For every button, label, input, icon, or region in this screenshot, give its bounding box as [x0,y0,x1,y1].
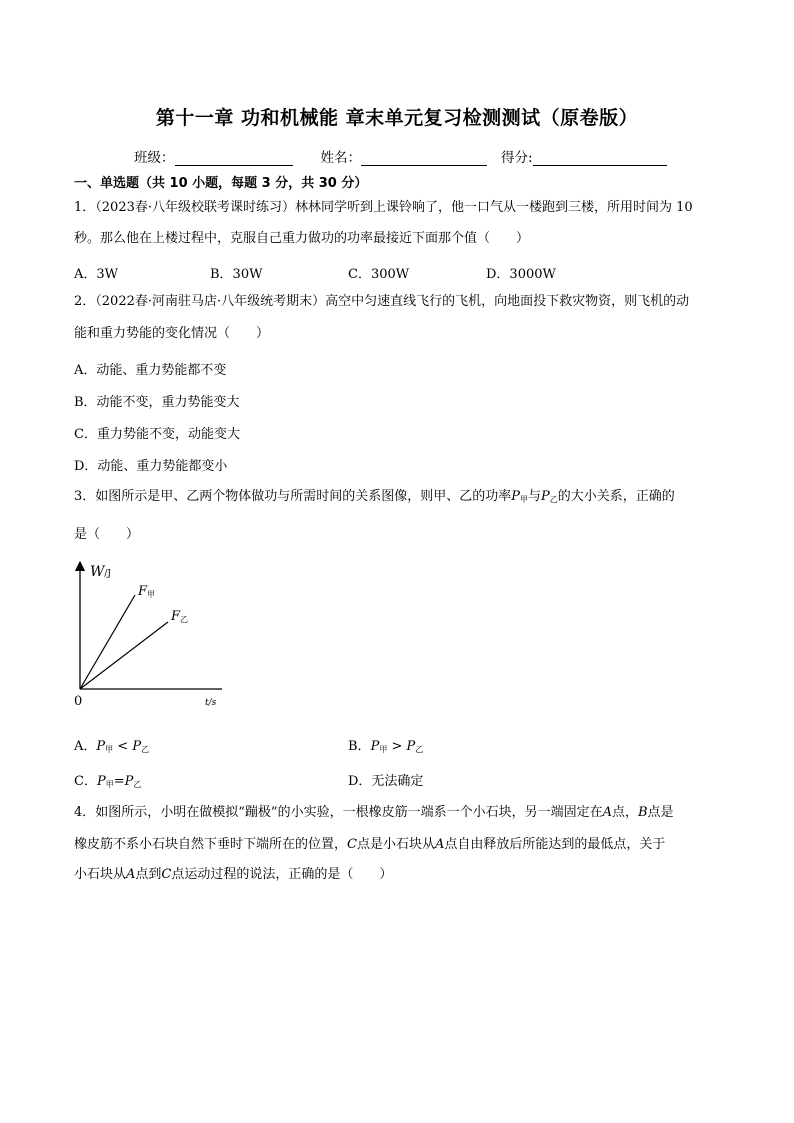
section-heading: 一、单选题（共 10 小题，每题 3 分，共 30 分） [74,176,368,191]
power-symbol: P [541,489,550,504]
q4-line3 [74,868,724,881]
power-sub-jia: 甲 [379,745,388,754]
q3-option-a-prefix: A． [74,739,97,754]
x-axis-label: t/s [205,698,217,708]
q3-line1-text-a: 3．如图所示是甲、乙两个物体做功与所需时间的关系图像，则甲、乙的功率 [74,489,512,504]
name-field[interactable] [361,151,487,166]
q1-line1: 1．（2023春·八年级校联考课时练习）林林同学听到上课铃响了，他一口气从一楼跑到三楼，所用时间为 10 [74,200,693,215]
power-symbol: P [370,739,380,754]
q4-text: 小石块从 [74,867,127,882]
line-yi-label: F乙 [171,609,189,624]
greater-than-sign: > [387,739,407,754]
q4-text: 点， [611,805,638,820]
power-symbol: P [511,489,521,504]
power-symbol: P [132,739,142,754]
power-symbol: P [96,739,106,754]
q4-text: 点到 [135,867,162,882]
class-field[interactable] [175,151,293,166]
power-sub-jia: 甲 [105,745,114,754]
power-symbol: P [406,739,416,754]
name-label: 姓名： [320,150,361,166]
point-c: C [347,837,357,852]
q3-and: 与 [528,489,542,504]
q2-option-b[interactable]: B．动能不变，重力势能变大 [74,395,240,410]
point-a: A [126,867,136,882]
power-sub-yi: 乙 [133,780,142,789]
q3-option-d[interactable]: D．无法确定 [348,774,424,789]
less-than-sign: < [113,739,133,754]
q4-text: 点运动过程的说法，正确的是（ ） [171,867,393,882]
q1-line2: 秒。那么他在上楼过程中，克服自己重力做功的功率最接近下面那个值（ ） [74,231,530,246]
point-c: C [161,867,172,882]
power-sub-jia: 甲 [105,780,114,789]
equals-sign: = [113,774,125,789]
power-symbol: P [96,774,106,789]
q2-option-a[interactable]: A．动能、重力势能都不变 [74,363,227,378]
y-axis-label: W/J [90,564,112,580]
point-a: A [434,837,445,852]
power-sub-yi: 乙 [141,745,150,754]
q4-text: 点自由释放后所能达到的最低点，关于 [444,837,666,852]
q1-option-b[interactable]: B．30W [210,267,263,282]
q1-option-d[interactable]: D．3000W [486,267,556,282]
q4-text: 点是 [647,805,674,820]
q4-line2 [74,838,724,851]
power-symbol: P [124,774,134,789]
q3-line1-text-b: 的大小关系，正确的 [557,489,675,504]
q4-text: 橡皮筋不系小石块自然下垂时下端所在的位置， [74,837,348,852]
q3-line2: 是（ ） [74,527,140,542]
power-sub-jia: 甲 [520,495,529,504]
q2-option-d[interactable]: D．动能、重力势能都变小 [74,459,228,474]
point-b: B [637,805,648,820]
power-sub-yi: 乙 [549,495,558,504]
line-yi [80,622,168,689]
q2-line1: 2．（2022春·河南驻马店·八年级统考期末）高空中匀速直线飞行的飞机，向地面投下救灾物资，则飞机的动 [74,294,690,309]
score-label: 得分: [501,150,533,166]
q1-option-c[interactable]: C．300W [348,267,410,282]
q3-line1 [74,490,724,506]
q3-option-a[interactable] [74,735,149,755]
line-jia-label: F甲 [138,584,156,599]
q3-option-b[interactable] [348,735,423,755]
q2-line2: 能和重力势能的变化情况（ ） [74,326,270,341]
q3-option-b-prefix: B． [348,739,371,754]
q4-text: 4．如图所示，小明在做模拟“蹦极”的小实验，一根橡皮筋一端系一个小石块，另一端固定在 [74,805,603,820]
line-jia [80,595,135,689]
class-label: 班级： [134,150,175,166]
score-field[interactable] [533,151,667,166]
point-a: A [602,805,612,820]
work-time-graph [70,558,230,708]
q3-option-c[interactable] [74,770,141,790]
q1-option-a[interactable]: A．3W [74,267,119,282]
page-title: 第十一章 功和机械能 章末单元复习检测测试（原卷版） [155,107,639,129]
q3-option-c-prefix: C． [74,774,97,789]
q2-option-c[interactable]: C．重力势能不变，动能变大 [74,427,240,442]
student-info-row [134,146,667,166]
q4-text: 点是小石块从 [356,837,435,852]
origin-label: 0 [74,694,83,708]
power-sub-yi: 乙 [415,745,424,754]
q4-line1 [74,806,724,819]
